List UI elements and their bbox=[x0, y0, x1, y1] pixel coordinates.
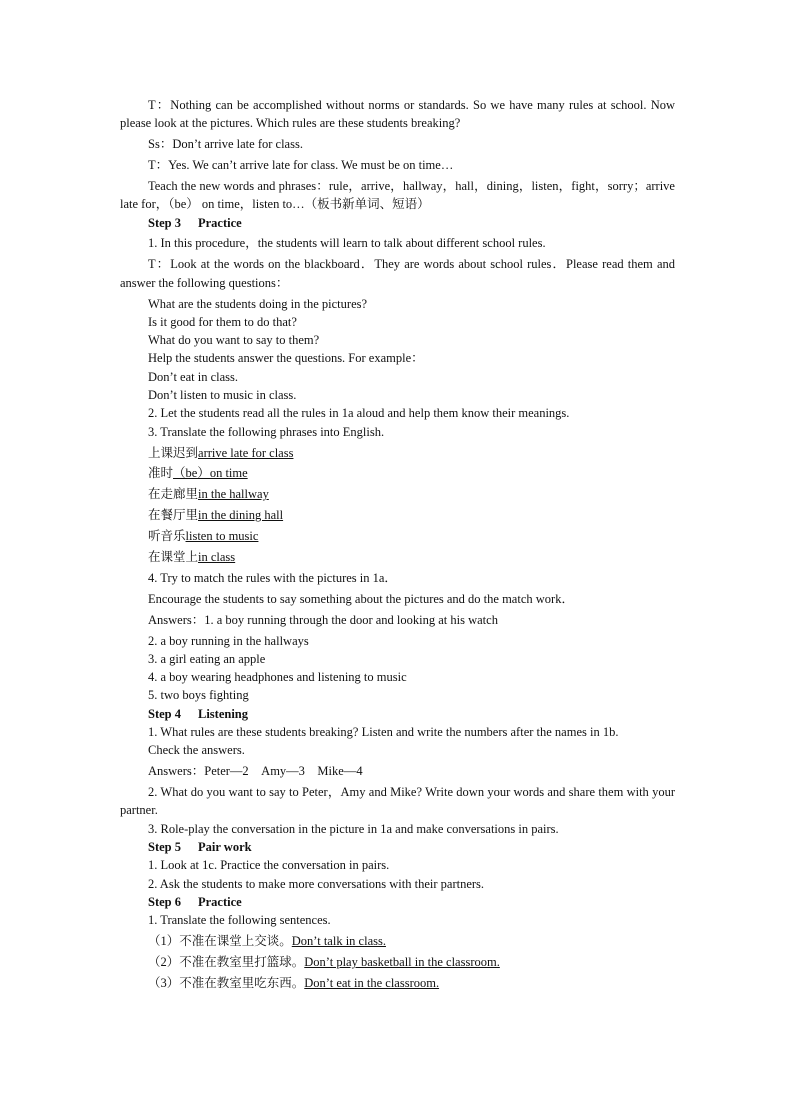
answer-line: 4. a boy wearing headphones and listening to music bbox=[148, 670, 407, 685]
step-5-heading bbox=[120, 838, 675, 856]
sentence-chinese: （3）不准在教室里吃东西。 bbox=[148, 975, 305, 990]
phrase-item bbox=[120, 464, 675, 482]
phrase-chinese: 准时 bbox=[148, 466, 174, 481]
phrase-chinese: 上课迟到 bbox=[148, 445, 199, 460]
phrase-english: listen to music bbox=[185, 529, 259, 544]
text-line: 1. Translate the following sentences. bbox=[148, 913, 331, 928]
answer-line: Answers：Peter—2 Amy—3 Mike—4 bbox=[148, 764, 363, 779]
phrase-english: in the hallway bbox=[198, 487, 269, 502]
step-number: Step 6 bbox=[148, 894, 181, 909]
question: What do you want to say to them? bbox=[148, 333, 320, 348]
example-line: Don’t listen to music in class. bbox=[148, 388, 297, 403]
sentence-chinese: （1）不准在课堂上交谈。 bbox=[148, 934, 292, 949]
text-line: 2. Let the students read all the rules in 1a aloud and help them know their meanings. bbox=[148, 406, 570, 421]
text-line: 1. What rules are these students breaking? Listen and write the numbers after the names in 1b. bbox=[148, 725, 619, 739]
text-line: 3. Role-play the conversation in the picture in 1a and make conversations in pairs. bbox=[148, 821, 559, 836]
phrase-chinese: 在课堂上 bbox=[148, 549, 199, 564]
students-line: Ss：Don’t arrive late for class. bbox=[148, 137, 303, 152]
phrase-item bbox=[120, 485, 675, 503]
text-line: Encourage the students to say something about the pictures and do the match work． bbox=[148, 591, 574, 606]
step-3-heading bbox=[120, 214, 675, 232]
answer-line: Answers：1. a boy running through the door and looking at his watch bbox=[148, 612, 498, 627]
phrase-item bbox=[120, 506, 675, 524]
teacher-line: T：Nothing can be accomplished without norms or standards. So we have many rules at school. Now please look at the pictures. Which rules are these students breaking? bbox=[120, 98, 675, 131]
question: What are the students doing in the pictures? bbox=[148, 296, 368, 311]
phrase-chinese: 在走廊里 bbox=[148, 487, 199, 502]
step-title: Practice bbox=[198, 215, 242, 230]
phrase-chinese: 听音乐 bbox=[148, 529, 186, 544]
teacher-line-2: T：Yes. We can’t arrive late for class. We must be on time… bbox=[148, 158, 454, 173]
question: Is it good for them to do that? bbox=[148, 314, 297, 329]
teacher-instruction: T：Look at the words on the blackboard．They are words about school rules．Please read them and answer the following questions： bbox=[120, 257, 675, 290]
phrase-item bbox=[120, 444, 675, 462]
sentence-item bbox=[120, 974, 675, 992]
text-line: 1. In this procedure，the students will learn to talk about different school rules. bbox=[148, 236, 546, 251]
step-number: Step 5 bbox=[148, 839, 181, 854]
phrase-english: arrive late for class bbox=[198, 445, 294, 460]
step-title: Listening bbox=[198, 706, 249, 721]
phrase-english: in class bbox=[198, 549, 236, 564]
text-line: 2. Ask the students to make more conversations with their partners. bbox=[148, 876, 485, 891]
step-title: Pair work bbox=[198, 839, 252, 854]
sentence-item bbox=[120, 953, 675, 971]
answer-line: 5. two boys fighting bbox=[148, 688, 249, 703]
answer-line: 3. a girl eating an apple bbox=[148, 651, 266, 666]
phrase-item bbox=[120, 527, 675, 545]
step-4-heading bbox=[120, 705, 675, 723]
step-number: Step 3 bbox=[148, 215, 181, 230]
text-line: 2. What do you want to say to Peter，Amy and Mike? Write down your words and share them with your partner. bbox=[120, 785, 675, 818]
step-number: Step 4 bbox=[148, 706, 181, 721]
answer-line: 2. a boy running in the hallways bbox=[148, 633, 309, 648]
sentence-item bbox=[120, 932, 675, 950]
document-page bbox=[120, 96, 675, 992]
step-title: Practice bbox=[198, 894, 242, 909]
new-words-paragraph: Teach the new words and phrases：rule，arrive，hallway，hall，dining，listen，fight，sorry；arrive late for，（be） on time，listen to…（板书新单词、短语） bbox=[120, 178, 675, 212]
text-line: 3. Translate the following phrases into English. bbox=[148, 424, 385, 439]
example-line: Don’t eat in class. bbox=[148, 369, 239, 384]
phrase-english: in the dining hall bbox=[198, 508, 284, 523]
phrase-chinese: 在餐厅里 bbox=[148, 508, 199, 523]
text-line: Check the answers. bbox=[148, 743, 245, 758]
phrase-english: （be）on time bbox=[173, 466, 248, 481]
step-6-heading bbox=[120, 893, 675, 911]
sentence-english: Don’t play basketball in the classroom. bbox=[304, 954, 500, 969]
sentence-english: Don’t eat in the classroom. bbox=[304, 975, 440, 990]
phrase-item bbox=[120, 548, 675, 566]
text-line: 4. Try to match the rules with the pictures in 1a． bbox=[148, 570, 397, 585]
sentence-chinese: （2）不准在教室里打篮球。 bbox=[148, 954, 305, 969]
sentence-english: Don’t talk in class. bbox=[291, 934, 386, 949]
text-line: Help the students answer the questions. For example： bbox=[148, 351, 424, 366]
text-line: 1. Look at 1c. Practice the conversation in pairs. bbox=[148, 858, 390, 873]
